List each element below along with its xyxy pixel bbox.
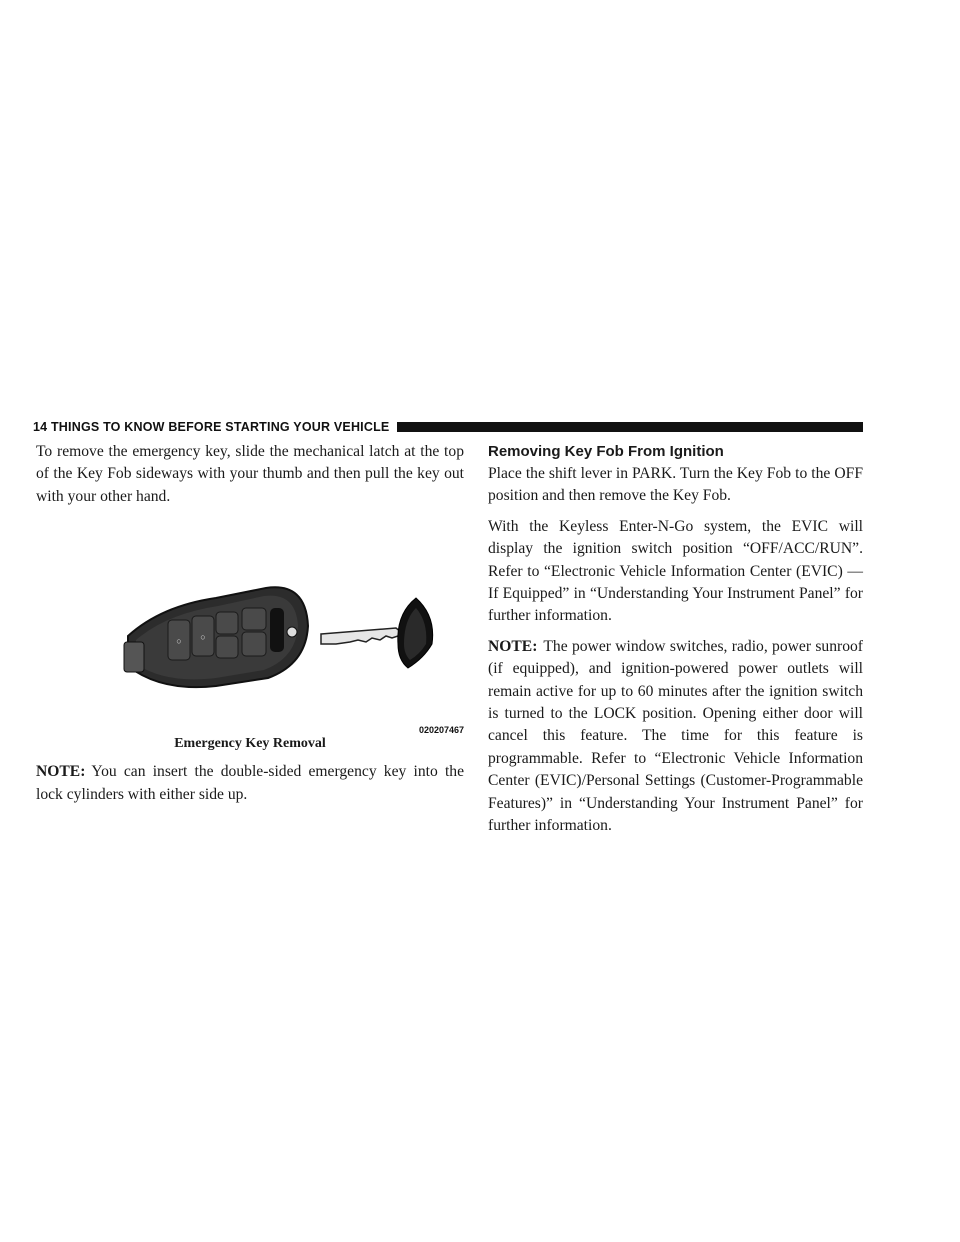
svg-text:○: ○	[200, 632, 206, 643]
emergency-key-figure	[36, 516, 464, 736]
note-power-accessories	[488, 636, 863, 838]
note-label: NOTE:	[36, 763, 86, 781]
right-column	[488, 441, 863, 846]
paragraph-keyless-enter-n-go: With the Keyless Enter-N-Go system, the EVIC will display the ignition switch position “OFF/ACC/RUN”. Refer to “Electronic Vehicle Information Center (EVIC) — If Equipped” in “Understanding Your Instrument Panel” for further information.	[488, 517, 863, 625]
page-title: 14 THINGS TO KNOW BEFORE STARTING YOUR VEHICLE	[33, 420, 390, 434]
svg-text:○: ○	[176, 636, 182, 647]
section-heading: Removing Key Fob From Ignition	[488, 443, 724, 460]
paragraph-shift-lever: Place the shift lever in PARK. Turn the Key Fob to the OFF position and then remove the Key Fob.	[488, 465, 863, 505]
note-emergency-key	[36, 761, 464, 806]
paragraph-remove-key: To remove the emergency key, slide the mechanical latch at the top of the Key Fob sideways with your thumb and then pull the key out with your other hand.	[36, 443, 464, 505]
page-header	[33, 417, 863, 437]
key-fob-illustration	[36, 516, 464, 731]
figure-code: 020207467	[418, 725, 464, 736]
figure-caption: Emergency Key Removal	[174, 736, 326, 752]
left-column	[36, 441, 464, 814]
note-text: The power window switches, radio, power sunroof (if equipped), and ignition-powered power outlets will remain active for up to 60 minutes after the ignition switch is turned to the LOCK position. Opening either door will cancel this feature. The time for this feature is programmable. Refer to “Electronic Vehicle Information Center (EVIC)/Personal Settings (Customer-Programmable Features)” in “Understanding Your Instrument Panel” for further information.	[488, 637, 863, 835]
note-label: NOTE:	[488, 637, 538, 655]
header-rule	[397, 422, 863, 432]
note-text: You can insert the double-sided emergency key into the lock cylinders with either side up.	[36, 763, 464, 803]
